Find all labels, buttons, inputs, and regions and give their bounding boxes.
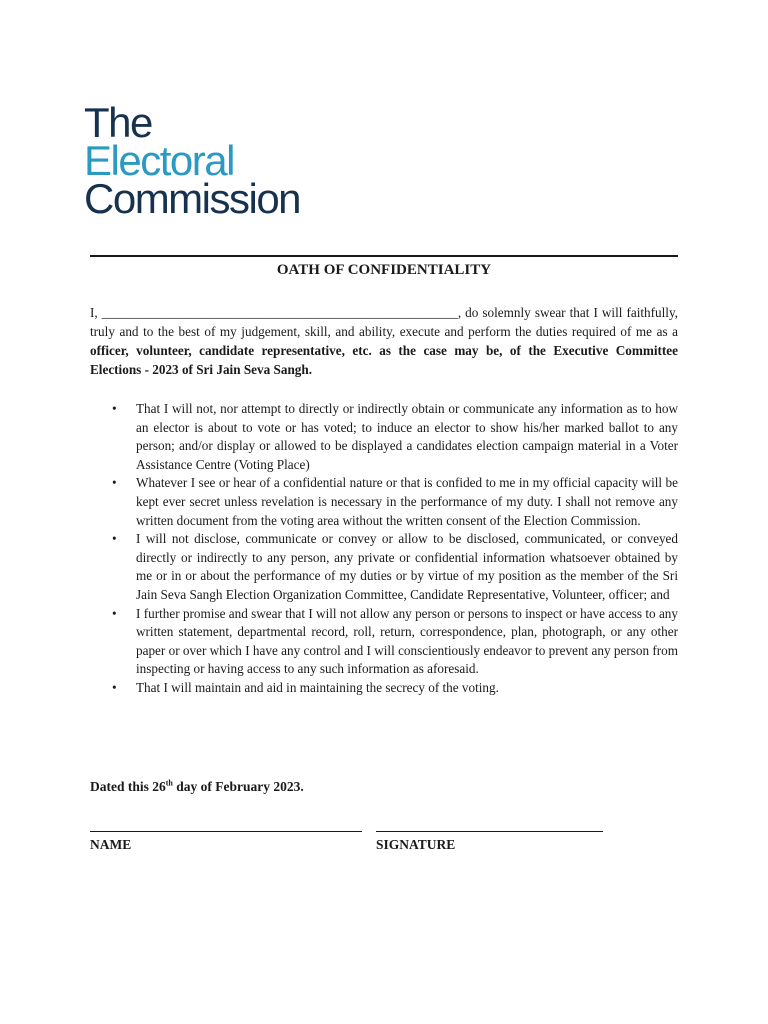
oath-clause-text: Whatever I see or hear of a confidential nature or that is confided to me in my official capacity will be kept ever secret unless revelation is necessary in the performance of my duty. I shall not remove any written document from the voting area without the written consent of the Election Commission. [136,475,678,528]
dated-ordinal-suffix: th [165,778,173,788]
oath-clause-text: That I will not, nor attempt to directly or indirectly obtain or communicate any information as to how an elector is about to vote or has voted; to induce an elector to show his/her marked ballot to any person; and/or display or allowed to be displayed a candidates election campaign material in a Voter Assistance Centre (Voting Place) [136,401,678,472]
bullet-icon: • [112,605,117,621]
dated-prefix: Dated this 26 [90,779,166,794]
intro-prefix: I, [90,305,102,320]
oath-clause [90,679,678,698]
bullet-icon: • [112,475,117,491]
oath-clause [90,474,678,530]
name-signature-line [90,831,362,832]
intro-text: , do solemnly swear that I will faithfully, truly and to the best of my judgement, skill, and ability, execute and perform the duties required of me as a [90,305,678,339]
oath-clause [90,400,678,474]
name-blank-line: ______________________________________________________ [101,305,458,320]
signature-line [376,831,603,832]
logo-line-electoral: Electoral [84,137,234,184]
bullet-icon: • [112,679,117,695]
bullet-icon: • [112,401,117,416]
oath-clause-text: That I will maintain and aid in maintaining the secrecy of the voting. [136,679,499,695]
oath-clause [90,530,678,604]
oath-clause [90,605,678,679]
dated-line [90,779,304,795]
oath-clause-text: I will not disclose, communicate or convey or allow to be disclosed, communicated, or conveyed directly or indirectly to any person, any private or confidential information whatsoever obtained by me or in or about the performance of my duties or by virtue of my position as the member of the Sri Jain Seva Sangh Election Organization Committee, Candidate Representative, Volunteer, officer; and [136,531,678,602]
signature-label: SIGNATURE [376,837,456,852]
document-title: OATH OF CONFIDENTIALITY [276,262,492,278]
logo-line-commission: Commission [84,175,301,222]
oath-clause-text: I further promise and swear that I will not allow any person or persons to inspect or have access to any written statement, departmental record, roll, return, correspondence, plan, photograph, or any other paper or over which I have any control and I will conscientiously endeavor to prevent any person from inspecting or having access to any such information as aforesaid. [136,605,678,677]
title-divider [90,255,678,257]
oath-clauses-list [90,400,678,698]
bullet-icon: • [112,531,117,547]
intro-bold-text: officer, volunteer, candidate representative, etc. as the case may be, of the Executive Committee Elections - 2023 of Sri Jain Seva Sangh. [90,343,678,377]
logo-line-the: The [84,99,152,146]
oath-intro-paragraph [90,303,678,379]
electoral-commission-logo [84,99,301,222]
name-label: NAME [90,837,132,852]
dated-suffix: day of February 2023. [172,779,304,794]
